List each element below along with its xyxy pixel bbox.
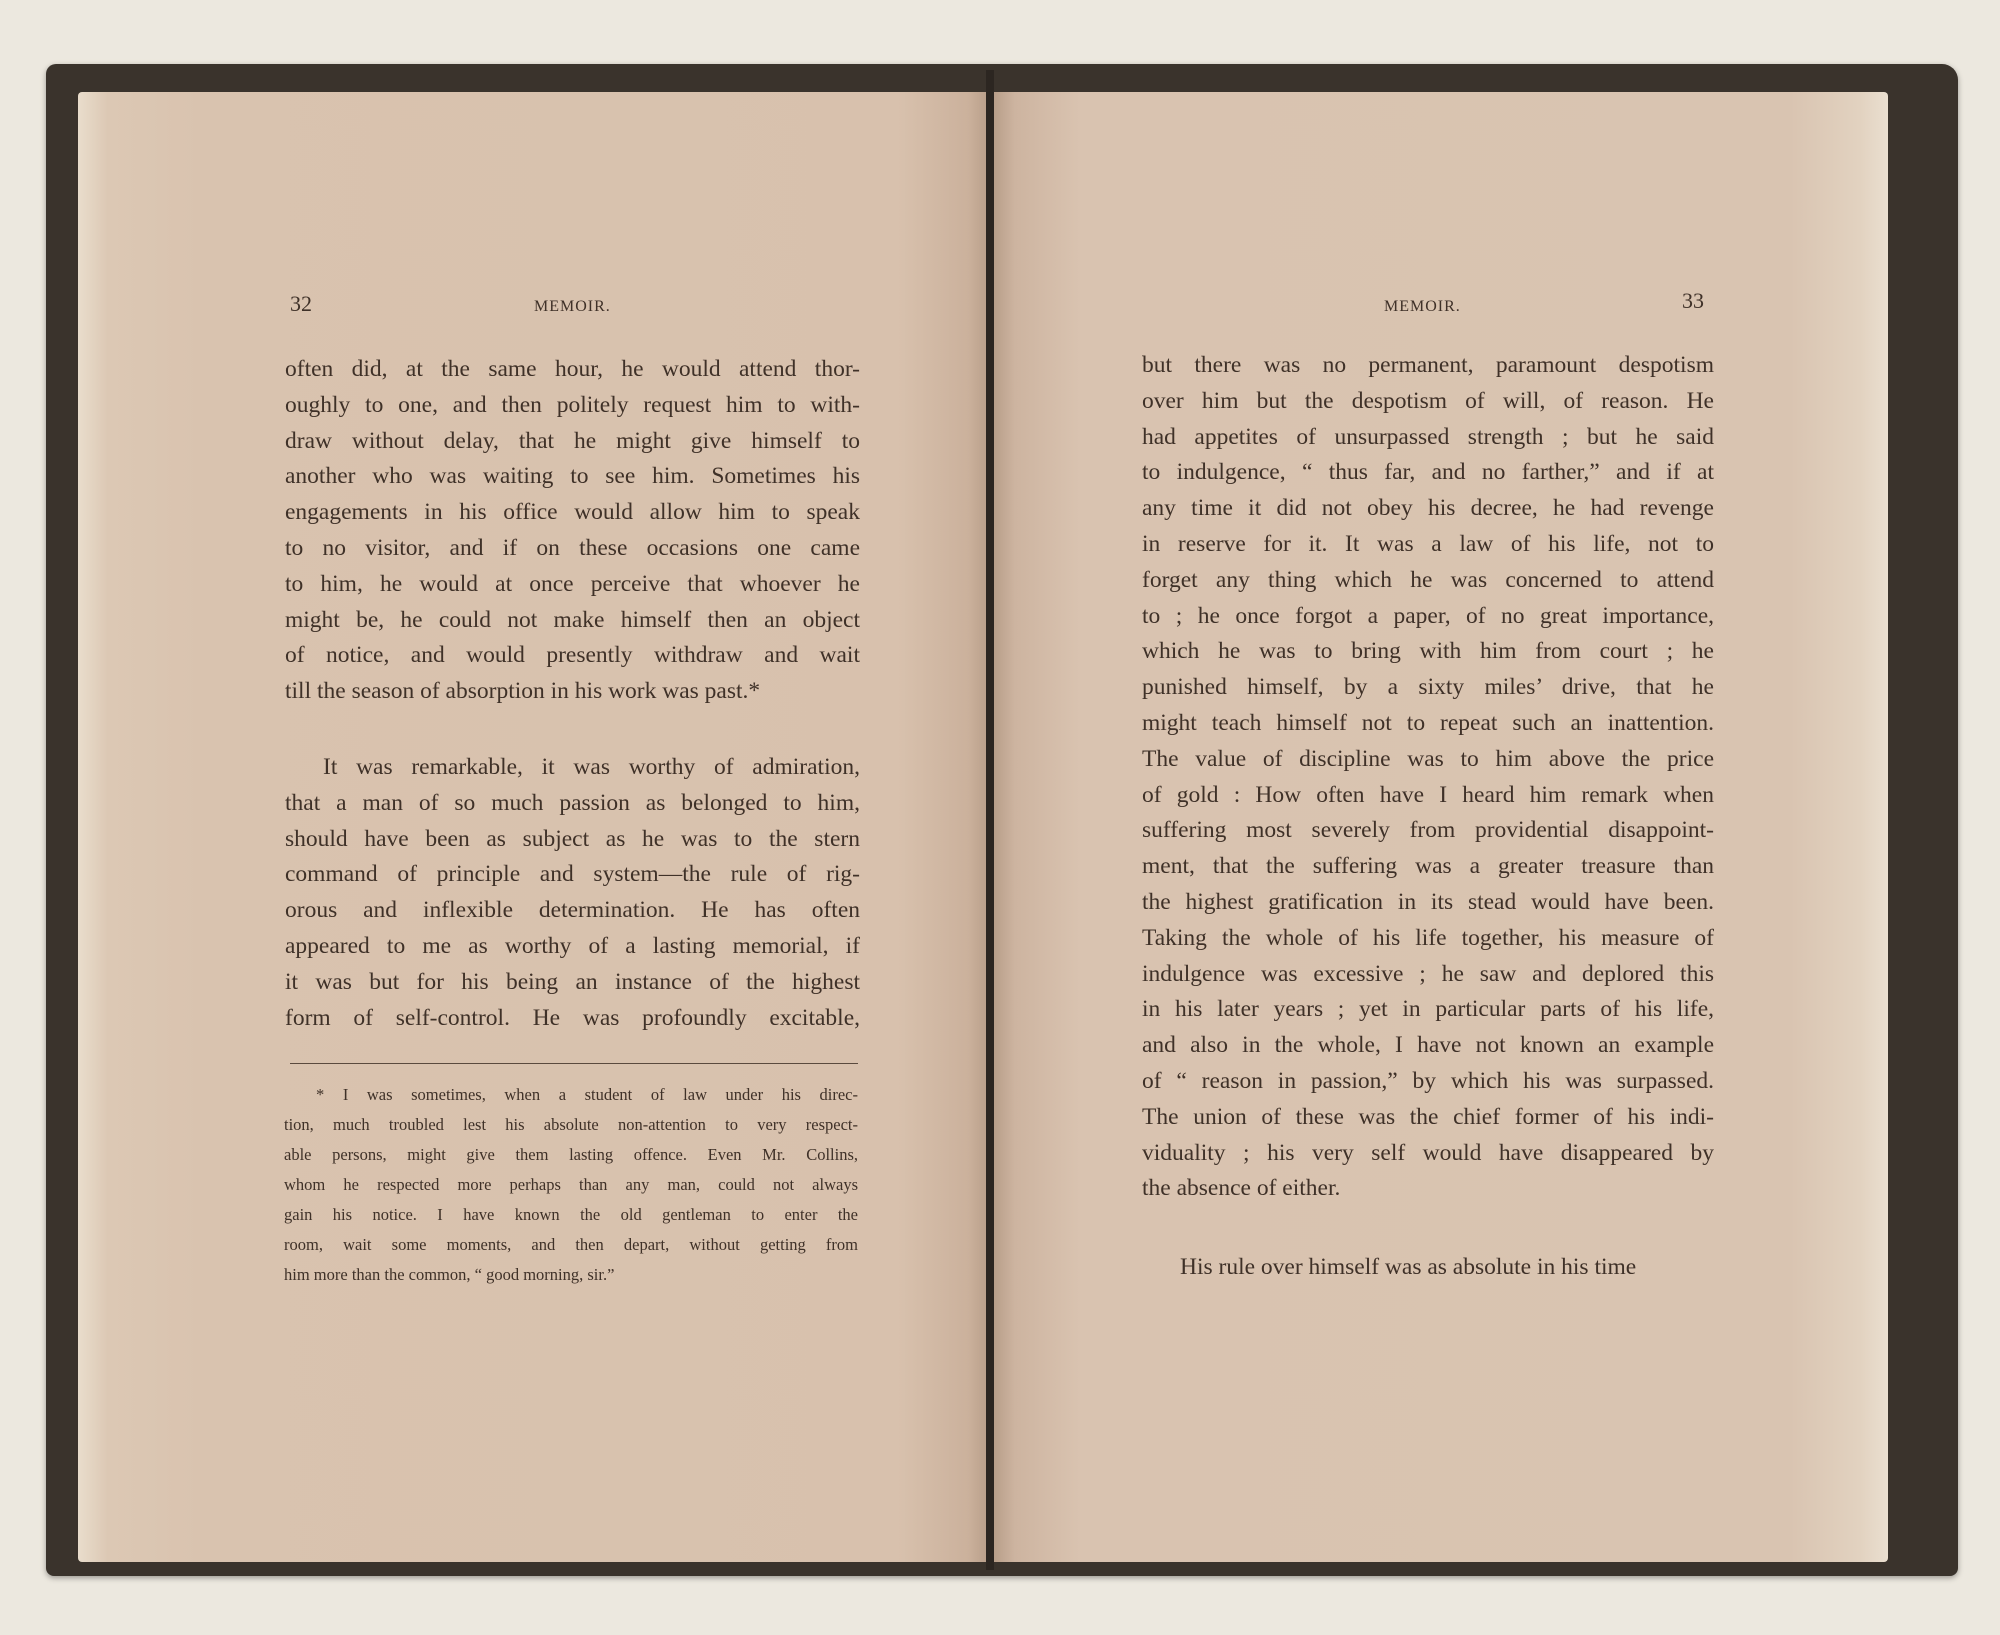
text-line: but there was no permanent, paramount despotism: [1142, 352, 1714, 378]
text-line: had appetites of unsurpassed strength ; but he said: [1142, 423, 1714, 450]
text-line: the absence of either.: [1142, 1175, 1341, 1202]
text-line: oughly to one, and then politely request him to with-: [285, 391, 860, 418]
footnote-line: gain his notice. I have known the old gentleman to enter the: [284, 1205, 858, 1224]
text-line: The union of these was the chief former of his indi-: [1142, 1103, 1714, 1130]
text-line: often did, at the same hour, he would attend thor-: [285, 356, 860, 382]
text-line: till the season of absorption in his work was past.*: [285, 678, 761, 705]
text-line: punished himself, by a sixty miles’ drive, that he: [1142, 674, 1714, 701]
text-line: of “ reason in passion,” by which his was surpassed.: [1142, 1067, 1714, 1094]
text-line: suffering most severely from providential disappoint-: [1142, 817, 1714, 844]
text-line: Taking the whole of his life together, his measure of: [1142, 924, 1714, 951]
left-paragraph-2: [285, 750, 860, 1036]
text-line: that a man of so much passion as belonged to him,: [285, 789, 860, 816]
footnote-line: whom he respected more perhaps than any man, could not always: [284, 1175, 858, 1194]
text-line: The value of discipline was to him above the price: [1142, 745, 1714, 772]
footnote-rule: [290, 1063, 858, 1064]
book-gutter: [986, 70, 994, 1570]
right-paragraph-1: [1142, 348, 1714, 1207]
text-line: His rule over himself was as absolute in his time: [1180, 1254, 1637, 1280]
text-line: in reserve for it. It was a law of his life, not to: [1142, 530, 1714, 557]
text-line: another who was waiting to see him. Sometimes his: [285, 463, 860, 490]
text-line: command of principle and system—the rule of rig-: [285, 861, 860, 888]
left-paragraph-1: [285, 352, 860, 710]
right-running-head: MEMOIR.: [1384, 298, 1461, 315]
text-line: to ; he once forgot a paper, of no great importance,: [1142, 602, 1714, 629]
text-line: orous and inflexible determination. He has often: [285, 897, 860, 924]
text-line: of gold : How often have I heard him remark when: [1142, 781, 1714, 808]
text-line: form of self-control. He was profoundly excitable,: [285, 1004, 860, 1031]
text-line: should have been as subject as he was to the stern: [285, 825, 860, 852]
text-line: and also in the whole, I have not known an example: [1142, 1032, 1714, 1059]
text-line: might teach himself not to repeat such an inattention.: [1142, 709, 1714, 736]
text-line: It was remarkable, it was worthy of admiration,: [323, 754, 860, 780]
left-footnote: [284, 1080, 858, 1290]
footnote-line: * I was sometimes, when a student of law under his direc-: [316, 1085, 858, 1104]
text-line: draw without delay, that he might give himself to: [285, 427, 860, 454]
text-line: in his later years ; yet in particular parts of his life,: [1142, 996, 1714, 1023]
text-line: to no visitor, and if on these occasions one came: [285, 534, 860, 561]
text-line: viduality ; his very self would have disappeared by: [1142, 1139, 1714, 1166]
text-line: forget any thing which he was concerned to attend: [1142, 566, 1714, 593]
text-line: engagements in his office would allow him to speak: [285, 499, 860, 526]
left-page-number: 32: [290, 291, 312, 316]
text-line: appeared to me as worthy of a lasting memorial, if: [285, 932, 860, 959]
footnote-line: room, wait some moments, and then depart, without getting from: [284, 1235, 858, 1254]
text-line: the highest gratification in its stead would have been.: [1142, 888, 1714, 915]
footnote-line: tion, much troubled lest his absolute non-attention to very respect-: [284, 1115, 858, 1134]
text-line: it was but for his being an instance of the highest: [285, 968, 860, 995]
right-paragraph-2: [1142, 1250, 1722, 1286]
text-line: might be, he could not make himself then an object: [285, 606, 860, 633]
right-page-number: 33: [1682, 288, 1704, 313]
footnote-line: him more than the common, “ good morning, sir.”: [284, 1265, 615, 1284]
text-line: indulgence was excessive ; he saw and deplored this: [1142, 960, 1714, 987]
footnote-line: able persons, might give them lasting offence. Even Mr. Collins,: [284, 1145, 858, 1164]
text-line: of notice, and would presently withdraw and wait: [285, 642, 860, 669]
text-line: which he was to bring with him from court ; he: [1142, 638, 1714, 665]
text-line: ment, that the suffering was a greater treasure than: [1142, 853, 1714, 880]
text-line: any time it did not obey his decree, he had revenge: [1142, 495, 1714, 522]
text-line: to indulgence, “ thus far, and no farther,” and if at: [1142, 459, 1714, 486]
left-running-head: MEMOIR.: [534, 298, 611, 315]
text-line: over him but the despotism of will, of reason. He: [1142, 387, 1714, 414]
text-line: to him, he would at once perceive that whoever he: [285, 570, 860, 597]
